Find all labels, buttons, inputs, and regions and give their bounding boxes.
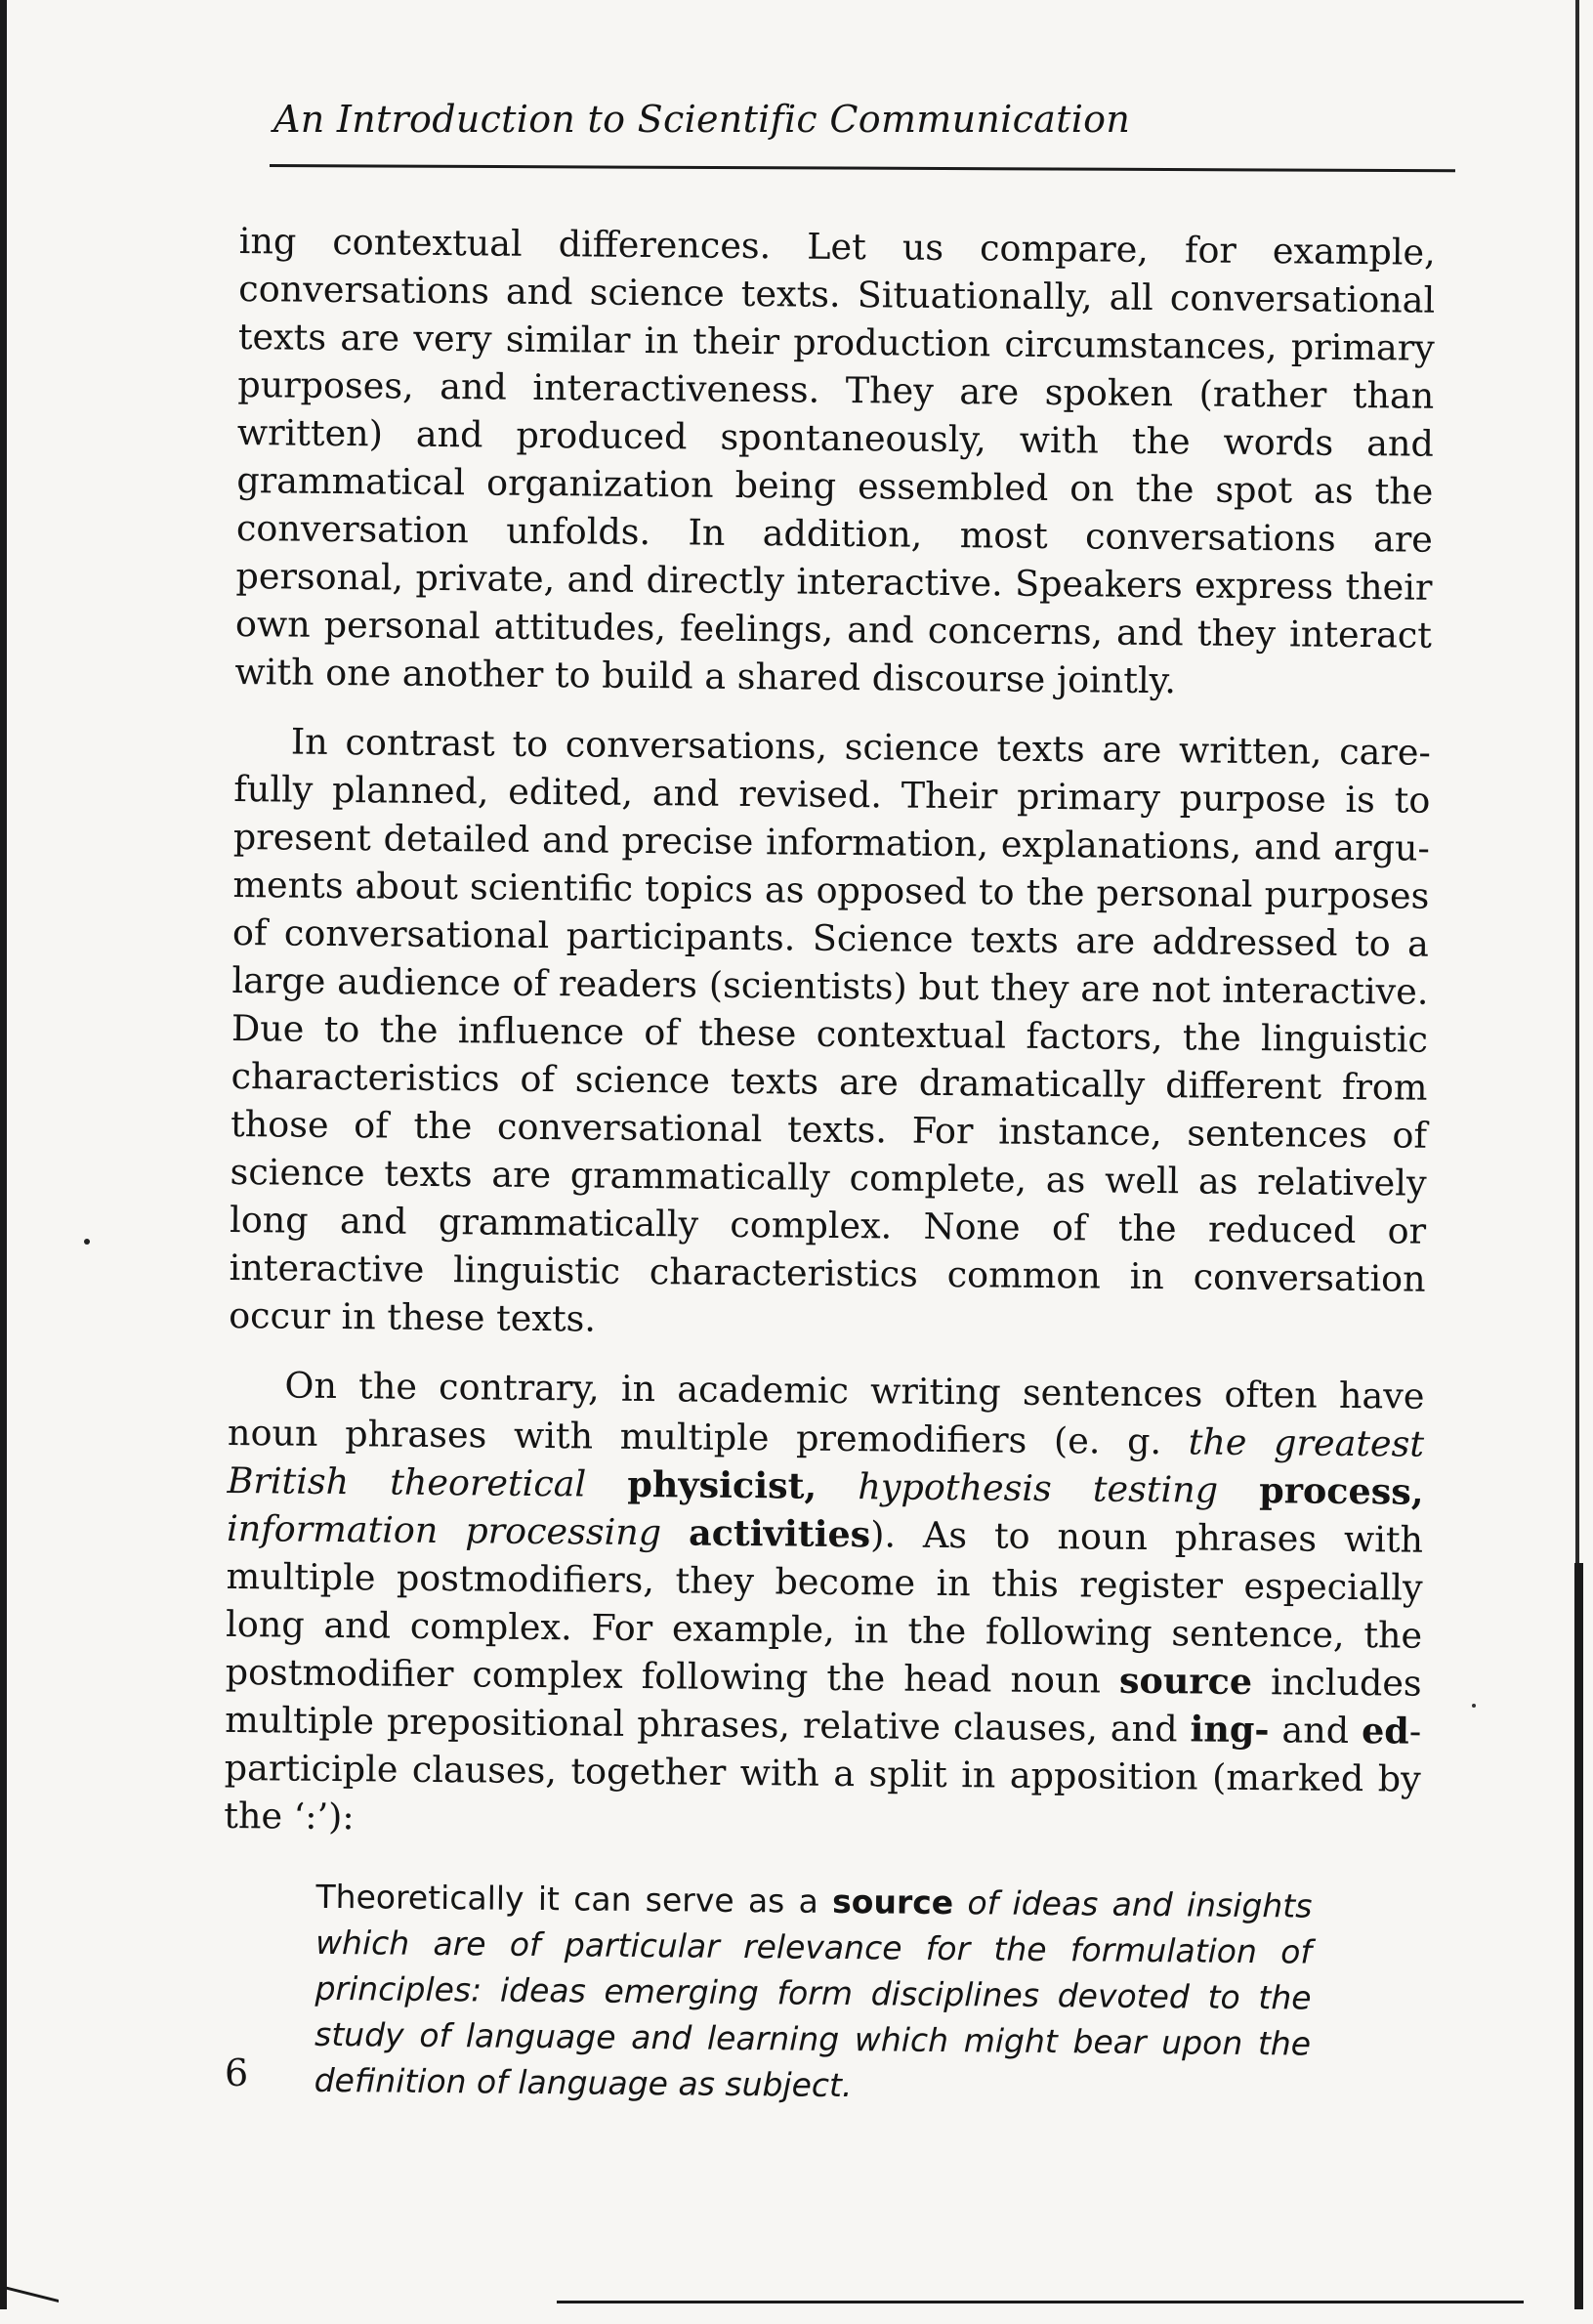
- paragraph-1: ing contextual differences. Let us compare, for example, conversations and science texts. Situationally, all conversational texts are very similar in their production circumstances, primary purposes, and interactiveness. They are spoken (rather than written) and produced spontaneously, with the words and grammatical organization being essembled on the spot as the conversation unfolds. In addition, most conversations are personal, private, and directly interactive. Speakers express their own personal attitudes, feelings, and concerns, and they interact with one another to build a shared discourse jointly.: [234, 219, 1436, 702]
- scan-corner-mark: [0, 2285, 59, 2324]
- scan-speck: [1472, 1704, 1476, 1708]
- example-quotation: [314, 1874, 1312, 2113]
- example-premodifier-2: hypothesis testing: [858, 1465, 1219, 1511]
- ed-term: ed: [1361, 1710, 1410, 1753]
- scan-bottom-edge: [557, 2301, 1524, 2303]
- head-noun-term: source: [1118, 1659, 1253, 1704]
- paragraph-3-text: -participle clauses, together with a split in apposition (marked by the ‘:’):: [224, 1710, 1422, 1838]
- quote-head-noun: source: [831, 1881, 954, 1923]
- quote-postmodifier: of ideas and insights which are of particular relevance for the formulation of principles: ideas emerging form disciplines devoted to the study of language and learning which might bear upon the definition of language as subject.: [314, 1883, 1313, 2105]
- scan-right-edge-shadow: [1574, 1563, 1583, 2309]
- example-head-3: activities: [688, 1511, 871, 1556]
- paragraph-2: In contrast to conversations, science texts are written, carefully planned, edited, and revised. Their primary purpose is to present detailed and precise information, explanations, and arguments about scientific topics as opposed to the personal purposes of conversational participants. Science texts are addressed to a large audience of readers (scientists) but they are not interactive. Due to the influence of these contextual factors, the linguistic characteristics of science texts are dramatically different from those of the conversational texts. For instance, sentences of science texts are grammatically complete, as well as relatively long and grammatically complex. None of the reduced or interactive linguistic characteristics common in conversation occur in these texts.: [228, 720, 1431, 1340]
- example-head-2: process,: [1258, 1469, 1424, 1513]
- paragraph-3: [224, 1361, 1425, 1851]
- example-premodifier-1: the greatest British theoretical: [227, 1420, 1425, 1505]
- running-head: An Introduction to Scientific Communication: [273, 98, 1131, 141]
- page-number: 6: [225, 2051, 249, 2094]
- page-body: [221, 217, 1435, 2114]
- ing-term: ing-: [1190, 1708, 1270, 1752]
- quote-text: Theoretically it can serve as a: [315, 1877, 833, 1921]
- example-premodifier-3: information processing: [226, 1506, 662, 1554]
- paragraph-3-text: On the contrary, in academic writing sentences often have noun phrases with multiple premodifiers (e. g.: [227, 1364, 1425, 1463]
- scan-left-edge: [0, 0, 7, 2309]
- paragraph-3-text: and: [1269, 1709, 1362, 1753]
- example-head-1: physicist,: [627, 1462, 817, 1507]
- scan-speck: [84, 1239, 90, 1245]
- paragraph-3-text: ). As to noun phrases with multiple postmodifiers, they become in this register especially long and complex. For example, in the following sentence, the postmodifier complex following the head noun: [225, 1513, 1424, 1702]
- header-rule: [270, 164, 1455, 172]
- paragraph-3-text: includes multiple prepositional phrases, relative clauses, and: [225, 1661, 1422, 1751]
